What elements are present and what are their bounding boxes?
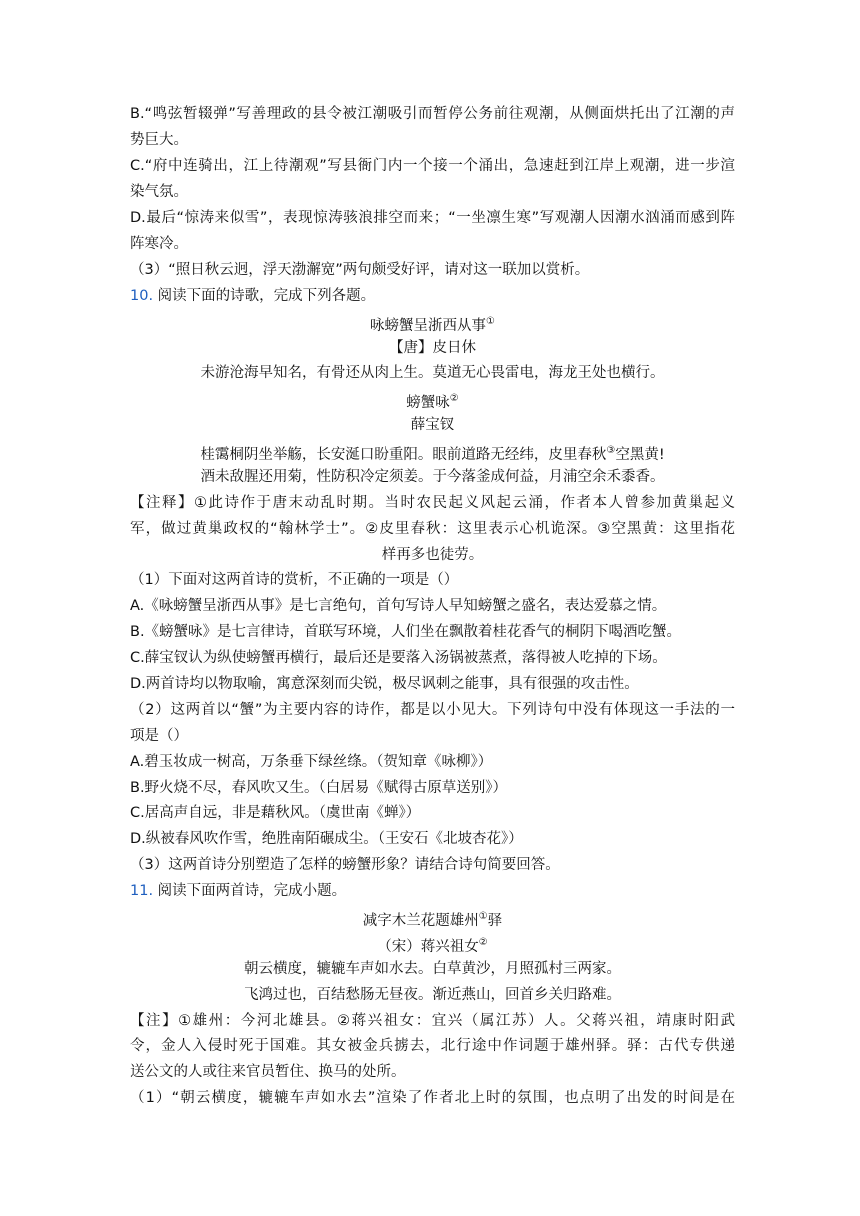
q11-poem-author: （宋）蒋兴祖女② bbox=[377, 937, 488, 955]
q10-notes-line1: 【注释】①此诗作于唐末动乱时期。当时农民起义风起云涌，作者本人曾参加黄巢起义 bbox=[130, 495, 735, 511]
q10-sub2-option-a: A.碧玉妆成一树高，万条垂下绿丝绦。（贺知章《咏柳》） bbox=[130, 754, 493, 770]
q9-option-d-line2: 阵寒冷。 bbox=[130, 236, 188, 252]
q11-number: 11. bbox=[130, 883, 154, 899]
q11-notes-line2: 令，金人入侵时死于国难。其女被金兵掳去，北行途中作词题于雄州驿。驿：古代专供递 bbox=[130, 1038, 735, 1054]
q10-sub2-line1: （2）这两首以“蟹”为主要内容的诗作，都是以小见大。下列诗句中没有体现这一手法的一 bbox=[130, 702, 735, 718]
q10-poem1-text: 未游沧海早知名，有骨还从肉上生。莫道无心畏雷电，海龙王处也横行。 bbox=[200, 365, 665, 381]
q10-sub2-option-c: C.居高声自远，非是藉秋风。（虞世南《蝉》） bbox=[130, 805, 421, 821]
q10-sub1: （1）下面对这两首诗的赏析，不正确的一项是（） bbox=[130, 572, 459, 588]
q11-notes-line3: 送公文的人或往来官员暂住、换马的处所。 bbox=[130, 1064, 406, 1080]
q11-poem-line2: 飞鸿过也，百结愁肠无昼夜。渐近燕山，回首乡关归路难。 bbox=[244, 987, 621, 1003]
q9-option-c-line1: C.“府中连骑出，江上待潮观”写县衙门内一个接一个涌出，急速赶到江岸上观潮，进一步渲 bbox=[130, 158, 735, 174]
q11-poem-line1: 朝云横度，辘辘车声如水去。白草黄沙，月照孤村三两家。 bbox=[244, 961, 621, 977]
q10-sub2-option-d: D.纵被春风吹作雪，绝胜南陌碾成尘。（王安石《北坡杏花》） bbox=[130, 831, 523, 847]
q10-poem1-title: 咏螃蟹呈浙西从事① bbox=[370, 316, 495, 334]
q10-poem2-line1: 桂霭桐阴坐举觞，长安涎口盼重阳。眼前道路无经纬，皮里春秋③空黑黄! bbox=[200, 445, 665, 463]
q11-header bbox=[130, 881, 735, 901]
q10-sub1-option-d: D.两首诗均以物取喻，寓意深刻而尖锐，极尽讽刺之能事，具有很强的攻击性。 bbox=[130, 676, 639, 692]
q10-prompt: 阅读下面的诗歌，完成下列各题。 bbox=[157, 288, 376, 304]
q9-option-b-line1: B.“鸣弦暂辍弹”写善理政的县令被江潮吸引而暂停公务前往观潮，从侧面烘托出了江潮的声 bbox=[130, 106, 735, 122]
q10-sub1-option-b: B.《螃蟹咏》是七言律诗，首联写环境，人们坐在飘散着桂花香气的桐阴下喝酒吃蟹。 bbox=[130, 624, 682, 640]
q9-option-d-line1: D.最后“惊涛来似雪”，表现惊涛骇浪排空而来；“一坐凛生寒”写观潮人因潮水汹涌而感到阵 bbox=[130, 210, 735, 226]
q10-poem2-author: 薛宝钗 bbox=[410, 417, 455, 433]
q10-notes-line2: 军，做过黄巢政权的“翰林学士”。②皮里春秋：这里表示心机诡深。③空黑黄：这里指花 bbox=[130, 521, 735, 537]
q9-sub3: （3）“照日秋云迥，浮天渤澥宽”两句颇受好评，请对这一联加以赏析。 bbox=[130, 262, 590, 278]
q11-poem-title: 减字木兰花题雄州①驿 bbox=[362, 911, 503, 929]
q11-sub1: （1）“朝云横度，辘辘车声如水去”渲染了作者北上时的氛围，也点明了出发的时间是在 bbox=[130, 1090, 735, 1106]
q10-sub3: （3）这两首诗分别塑造了怎样的螃蟹形象？请结合诗句简要回答。 bbox=[130, 857, 560, 873]
q10-poem1-author: 【唐】皮日休 bbox=[389, 340, 476, 356]
q10-sub2-option-b: B.野火烧不尽，春风吹又生。（白居易《赋得古原草送别》） bbox=[130, 780, 508, 796]
q10-number: 10. bbox=[130, 288, 154, 304]
q10-poem2-line2: 酒未敌腥还用菊，性防积冷定须姜。于今落釜成何益，月浦空余禾黍香。 bbox=[200, 469, 665, 485]
q10-poem2-title: 螃蟹咏② bbox=[406, 393, 459, 411]
q10-sub2-line2: 项是（） bbox=[130, 728, 188, 744]
q9-option-b-line2: 势巨大。 bbox=[130, 132, 188, 148]
q9-option-c-line2: 染气氛。 bbox=[130, 184, 188, 200]
q10-header bbox=[130, 286, 735, 306]
q10-notes-line3: 样再多也徒劳。 bbox=[381, 547, 484, 563]
q10-sub1-option-a: A.《咏螃蟹呈浙西从事》是七言绝句，首句写诗人早知螃蟹之盛名，表达爱慕之情。 bbox=[130, 598, 667, 614]
q11-prompt: 阅读下面两首诗，完成小题。 bbox=[157, 883, 347, 899]
q11-notes-line1: 【注】①雄州：今河北雄县。②蒋兴祖女：宜兴（属江苏）人。父蒋兴祖，靖康时阳武 bbox=[130, 1013, 735, 1029]
q10-sub1-option-c: C.薛宝钗认为纵使螃蟹再横行，最后还是要落入汤锅被蒸煮，落得被人吃掉的下场。 bbox=[130, 650, 667, 666]
